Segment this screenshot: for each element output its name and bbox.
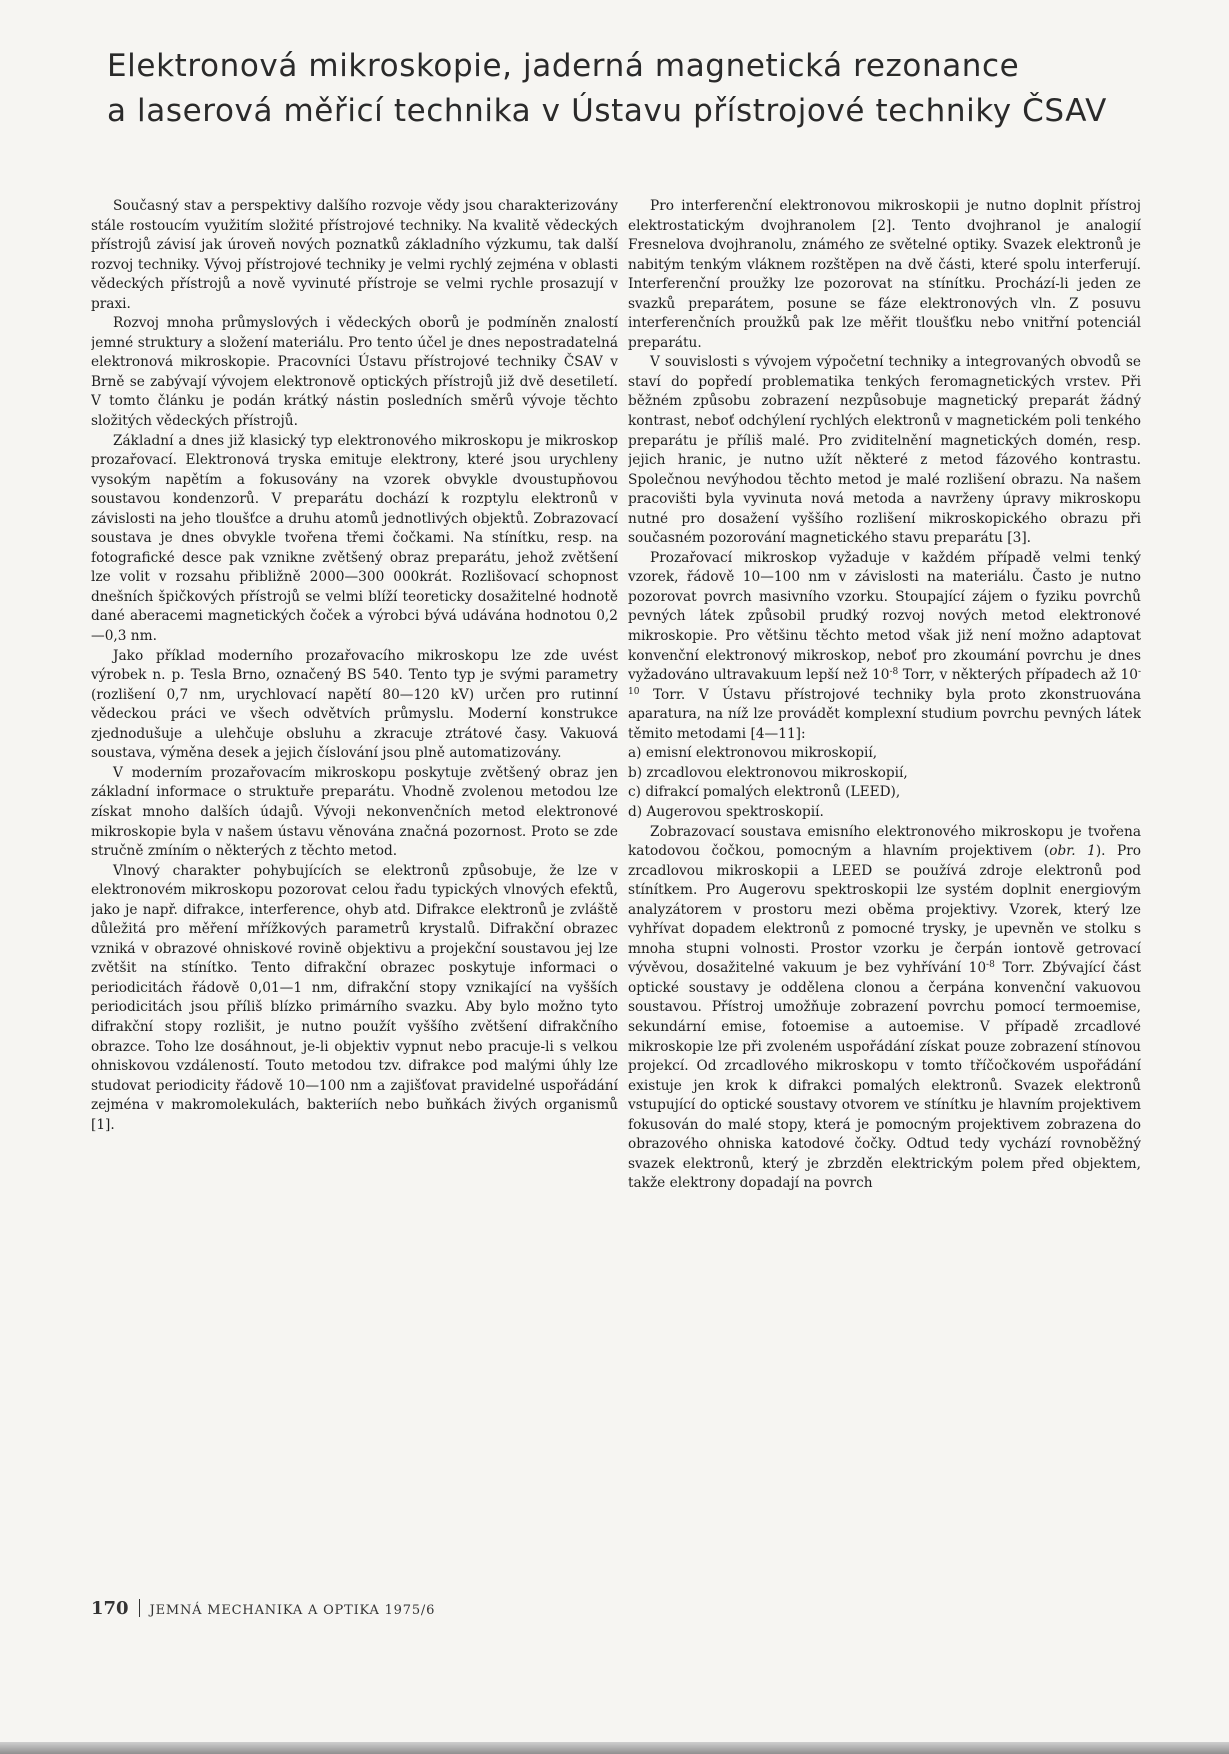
text-run: Torr, v některých případech až 10 (898, 667, 1138, 684)
page-footer (91, 1598, 435, 1619)
paragraph: Současný stav a perspektivy dalšího rozvoje vědy jsou charakterizovány stále rostoucím využitím složité přístrojové techniky. Na kvalitě vědeckých přístrojů závisí jak úroveň nových poznatků základního výzkumu, tak další rozvoj techniky. Vývoj přístrojové techniky je velmi rychlý zejména v oblasti vědeckých přístrojů a nově vyvinuté přístroje se velmi rychle prosazují v praxi. (91, 198, 618, 312)
footer-divider (139, 1599, 140, 1617)
text-run: Torr. Zbývající část optické soustavy je oddělena clonou a čerpána konvenční vakuovou soustavou. Přístroj umožňuje zobrazení povrchu pomocí termoemise, sekundární emise, fotoemise a autoemise. V případě zrcadlové mikroskopie lze při zvoleném uspořádání získat pouze zobrazení stínovou projekcí. Od zrcadlového mikroskopu v tomto tříčočkovém uspořádání existuje jen krok k difrakci pomalých elektronů. Svazek elektronů vstupující do optické soustavy otvorem ve stínítku je hlavním projektivem fokusován do malé stopy, která je pomocným projektivem zobrazena do obrazového ohniska katodové čočky. Odtud tedy vychází rovnoběžný svazek elektronů, který je zbrzděn elektrickým polem před objektem, takže elektrony dopadají na povrch (628, 960, 1141, 1192)
paragraph: Rozvoj mnoha průmyslových i vědeckých oborů je podmíněn znalostí jemné struktury a složení materiálu. Pro tento účel je dnes nepostradatelná elektronová mikroskopie. Pracovníci Ústavu přístrojové techniky ČSAV v Brně se zabývají vývojem elektronově optických přístrojů již dvě desetiletí. V tomto článku je podán krátký nástin posledních směrů vývoje těchto složitých vědeckých přístrojů. (91, 315, 618, 430)
exponent: -8 (986, 960, 995, 971)
paragraph: Základní a dnes již klasický typ elektronového mikroskopu je mikroskop prozařovací. Elektronová tryska emituje elektrony, které jsou urychleny vysokým napětím a fokusovány na vzorek obvykle dvoustupňovou soustavou kondenzorů. V preparátu dochází k rozptylu elektronů v závislosti na jeho tloušťce a druhu atomů jednotlivých objektů. Zobrazovací soustava je dnes obvykle tvořena třemi čočkami. Na stínítku, resp. na fotografické desce pak vznikne zvětšený obraz preparátu, jehož zvětšení lze volit v rozsahu přibližně 2000—300 000krát. Rozlišovací schopnost dnešních špičkových přístrojů se velmi blíží teoreticky dosažitelné hodnotě dané aberacemi magnetických čoček a výrobci bývá udávána hodnotou 0,2—0,3 nm. (91, 432, 618, 645)
page-number: 170 (91, 1598, 129, 1619)
paragraph-vacuum (628, 549, 1141, 744)
article-title (107, 44, 1187, 134)
journal-name: JEMNÁ MECHANIKA A OPTIKA 1975/6 (149, 1603, 436, 1618)
article-title-line-2: a laserová měřicí technika v Ústavu přístrojové techniky ČSAV (107, 93, 1107, 129)
exponent: -8 (889, 667, 899, 678)
text-run: Torr. V Ústavu přístrojové techniky byla proto zkonstruována aparatura, na níž lze provádět komplexní studium povrchu pevných látek těmito metodami [4—11]: (628, 686, 1141, 742)
scan-edge-shadow (0, 1742, 1229, 1754)
text-run: Prozařovací mikroskop vyžaduje v každém případě velmi tenký vzorek, řádově 10—100 nm v závislosti na materiálu. Často je nutno pozorovat povrch masivního vzorku. Stoupající zájem o fyziku povrchů pevných látek způsobil prudký rozvoj nových metod elektronové mikroskopie. Pro většinu těchto metod však již není možno adaptovat konvenční elektronový mikroskop, neboť pro zkoumání povrchu je dnes vyžadováno ultravakuum lepší než 10 (628, 549, 1141, 684)
right-column (628, 197, 1141, 1575)
paragraph: Jako příklad moderního prozařovacího mikroskopu lze zde uvést výrobek n. p. Tesla Brno, označený BS 540. Tento typ je svými parametry (rozlišení 0,7 nm, urychlovací napětí 80—120 kV) určen pro rutinní vědeckou práci ve všech odvětvích průmyslu. Moderní konstrukce zjednodušuje a ulehčuje obsluhu a zkracuje ztrátové časy. Vakuová soustava, výměna desek a jejich číslování jsou plně automatizovány. (91, 647, 618, 762)
paragraph: V moderním prozařovacím mikroskopu poskytuje zvětšený obraz jen základní informace o struktuře preparátu. Vhodně zvolenou metodou lze získat mnoho dalších údajů. Vývoji nekonvenčních metod elektronové mikroskopie byla v našem ústavu věnována značná pozornost. Proto se zde stručně zmíním o některých z těchto metod. (91, 764, 618, 860)
list-item: b) zrcadlovou elektronovou mikroskopií, (628, 764, 908, 781)
left-column (91, 197, 618, 1575)
text-run: Zobrazovací soustava emisního elektronového mikroskopu je tvořena katodovou čočkou, pomocným a hlavním projektivem ( (628, 823, 1141, 860)
list-item: c) difrakcí pomalých elektronů (LEED), (628, 784, 901, 801)
paragraph-imaging (628, 823, 1141, 1194)
paragraph: Vlnový charakter pohybujících se elektronů způsobuje, že lze v elektronovém mikroskopu pozorovat celou řadu typických vlnových efektů, jako je např. difrakce, interference, ohyb atd. Difrakce elektronů je zvláště důležitá pro měření mřížkových parametrů krystalů. Difrakční obrazec vzniká v obrazové ohniskové rovině objektivu a projekční soustavou jej lze zvětšit na stínítko. Tento difrakční obrazec poskytuje informaci o periodicitách řádově 0,01—1 nm, difrakční stopy vznikající na vyšších periodicitách jsou příliš blízko primárního svazku. Aby bylo možno tyto difrakční stopy rozlišit, je nutno použít vyššího zvětšení difrakčního obrazce. Toho lze dosáhnout, je-li objektiv vypnut nebo pracuje-li s velkou ohniskovou vzdáleností. Touto metodou tzv. difrakce pod malými úhly lze studovat periodicity řádově 10—100 nm a zajišťovat pravidelné uspořádání zejména v makromolekulách, bakteriích nebo buňkách živých organismů [1]. (91, 862, 618, 1133)
figure-reference: obr. 1 (1049, 843, 1096, 860)
list-item: a) emisní elektronovou mikroskopií, (628, 745, 878, 762)
paragraph: V souvislosti s vývojem výpočetní techniky a integrovaných obvodů se staví do popředí problematika tenkých feromagnetických vrstev. Při běžném způsobu zobrazení nezpůsobuje magnetický preparát žádný kontrast, neboť odchýlení rychlých elektronů v magnetickém poli tenkého preparátu je příliš malé. Pro zviditelnění magnetických domén, resp. jejich hranic, je nutno užít některé z metod fázového kontrastu. Společnou nevýhodou těchto metod je malé rozlišení obrazu. Na našem pracovišti byla vyvinuta nová metoda a navrženy úpravy mikroskopu nutné pro dosažení vyššího rozlišení mikroskopického obrazu při současném pozorování magnetického stavu preparátu [3]. (628, 354, 1141, 547)
exponent: -10 (628, 667, 1141, 697)
article-title-line-1: Elektronová mikroskopie, jaderná magnetická rezonance (107, 48, 1020, 84)
list-item: d) Augerovou spektroskopií. (628, 803, 824, 820)
text-run: ). Pro zrcadlovou mikroskopii a LEED se používá zdroje elektronů pod stínítkem. Pro Augerovu spektroskopii lze systém doplnit energiovým analyzátorem v prostoru mezi oběma projektivy. Vzorek, který lze vyhřívat dopadem elektronů z pomocné trysky, je upevněn ve stolku s mnoha stupni volnosti. Prostor vzorku je čerpán iontově getrovací vývěvou, dosažitelné vakuum je bez vyhřívání 10 (628, 843, 1141, 977)
paragraph: Pro interferenční elektronovou mikroskopii je nutno doplnit přístroj elektrostatickým dvojhranolem [2]. Tento dvojhranol je analogií Fresnelova dvojhranolu, známého ze světelné optiky. Svazek elektronů je nabitým tenkým vláknem rozštěpen na dvě části, které spolu interferují. Interferenční proužky lze pozorovat na stínítku. Prochází-li jeden ze svazků preparátem, posune se fáze elektronových vln. Z posuvu interferenčních proužků pak lze měřit tloušťku nebo vnitřní potenciál preparátu. (628, 198, 1141, 351)
